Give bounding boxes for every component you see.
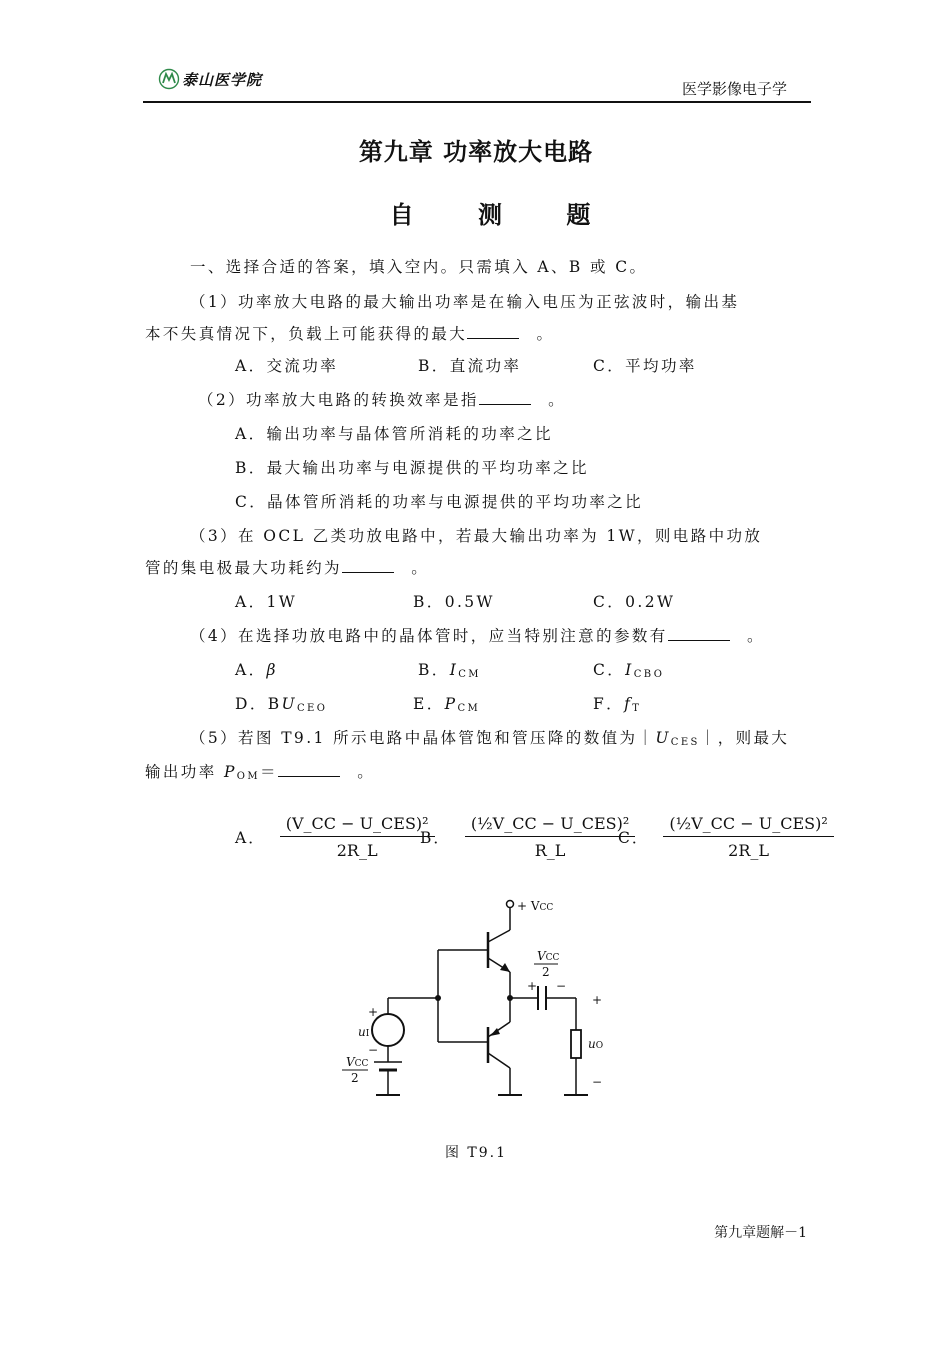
q1-answer-blank bbox=[467, 324, 519, 339]
q1-text: 本不失真情况下，负载上可能获得的最大 bbox=[145, 325, 468, 343]
q2-end: 。 bbox=[548, 391, 566, 409]
load-resistor bbox=[571, 1030, 581, 1058]
circuit-diagram-t9-1 bbox=[330, 890, 630, 1115]
q3-option-c: C．0.2W bbox=[593, 593, 676, 611]
header-school bbox=[158, 68, 262, 90]
page-footer: 第九章题解－1 bbox=[714, 1225, 807, 1241]
vcc-terminal bbox=[507, 901, 514, 908]
svg-text:−: − bbox=[592, 1075, 603, 1089]
q4-option-f: F．$f_T$ bbox=[593, 695, 642, 714]
q1-end: 。 bbox=[536, 325, 555, 343]
q5-option-b-denominator: R_L bbox=[534, 841, 566, 860]
svg-text:+ VCC: + VCC bbox=[517, 899, 554, 913]
q4-option-e: E．$P_{CM}$ bbox=[413, 695, 481, 714]
q2-text: （2）功率放大电路的转换效率是指 bbox=[198, 391, 479, 409]
q4-text: （4）在选择功放电路中的晶体管时，应当特别注意的参数有 bbox=[190, 627, 668, 645]
q5-option-a: A． $\frac{\text{(V\_CC − U\_CES)²}}{2R\_L}$ bbox=[235, 814, 435, 860]
q3-line2 bbox=[145, 556, 429, 578]
q4-option-d: D．$BU_{CEO}$ bbox=[235, 695, 328, 714]
svg-text:+: + bbox=[527, 979, 538, 993]
q5-option-b: B． $\frac{\text{(½V\_CC − U\_CES)²}}{R\_L}$ bbox=[420, 814, 635, 860]
header-divider bbox=[143, 101, 811, 103]
q5-option-c: C． $\frac{\text{(½V\_CC − U\_CES)²}}{2R\_L}$ bbox=[618, 814, 834, 860]
q3-end: 。 bbox=[411, 559, 430, 577]
q3-option-a: A．1W bbox=[235, 593, 298, 611]
q2-option-c: C．晶体管所消耗的功率与电源提供的平均功率之比 bbox=[235, 493, 644, 511]
svg-text:+: + bbox=[368, 1005, 379, 1019]
q5-option-c-numerator: (½V_CC − U_CES)² bbox=[663, 814, 833, 837]
q4-option-c: C．$I_{CBO}$ bbox=[593, 661, 665, 680]
svg-text:+: + bbox=[592, 993, 603, 1007]
q4-line1 bbox=[190, 624, 765, 646]
q3-line1: （3）在 OCL 乙类功放电路中，若最大输出功率为 1W，则电路中功放 bbox=[190, 527, 763, 545]
svg-text:2: 2 bbox=[351, 1071, 359, 1085]
q3-text: 管的集电极最大功耗约为 bbox=[145, 559, 342, 577]
svg-text:uO: uO bbox=[588, 1037, 604, 1051]
chapter-title: 第九章 功率放大电路 bbox=[358, 138, 594, 166]
q4-end: 。 bbox=[747, 627, 765, 645]
q3-answer-blank bbox=[342, 558, 394, 573]
q1-line2 bbox=[145, 322, 554, 344]
instruction: 一、选择合适的答案，填入空内。只需填入 A、B 或 C。 bbox=[190, 258, 648, 276]
q3-option-b: B．0.5W bbox=[413, 593, 495, 611]
q4-option-b: B．$I_{CM}$ bbox=[418, 661, 481, 680]
figure-caption: 图 T9.1 bbox=[444, 1145, 508, 1161]
school-name: 泰山医学院 bbox=[182, 70, 263, 89]
svg-text:uI: uI bbox=[358, 1025, 370, 1039]
q1-option-b: B．直流功率 bbox=[418, 357, 522, 375]
svg-text:−: − bbox=[556, 979, 567, 993]
q1-option-a: A．交流功率 bbox=[235, 357, 339, 375]
q5-option-a-denominator: 2R_L bbox=[336, 841, 378, 860]
svg-text:VCC: VCC bbox=[346, 1055, 369, 1069]
course-name: 医学影像电子学 bbox=[681, 80, 787, 98]
svg-text:VCC: VCC bbox=[537, 949, 560, 963]
q5-line2: 输出功率 $P_{OM}=$ 。 bbox=[145, 763, 376, 782]
svg-text:2: 2 bbox=[542, 965, 550, 979]
svg-text:−: − bbox=[368, 1043, 379, 1057]
q2-line1 bbox=[198, 388, 566, 410]
q2-option-b: B．最大输出功率与电源提供的平均功率之比 bbox=[235, 459, 589, 477]
q5-answer-blank bbox=[278, 762, 340, 777]
q2-answer-blank bbox=[479, 390, 531, 405]
q5-option-a-numerator: (V_CC − U_CES)² bbox=[280, 814, 435, 837]
q4-option-a: A．β bbox=[235, 661, 278, 679]
q5-option-b-numerator: (½V_CC − U_CES)² bbox=[465, 814, 635, 837]
q5-option-c-denominator: 2R_L bbox=[728, 841, 769, 860]
q5-line1: （5）若图 T9.1 所示电路中晶体管饱和管压降的数值为$|U_{CES}|$，则最大 bbox=[190, 729, 790, 748]
q4-answer-blank bbox=[668, 626, 730, 641]
q2-option-a: A．输出功率与晶体管所消耗的功率之比 bbox=[235, 425, 553, 443]
section-title: 自 测 题 bbox=[389, 201, 619, 229]
q1-option-c: C．平均功率 bbox=[593, 357, 697, 375]
school-logo-icon bbox=[158, 68, 180, 90]
pnp-collector bbox=[488, 1053, 510, 1068]
q1-line1: （1）功率放大电路的最大输出功率是在输入电压为正弦波时，输出基 bbox=[190, 293, 740, 311]
npn-collector bbox=[488, 930, 510, 942]
